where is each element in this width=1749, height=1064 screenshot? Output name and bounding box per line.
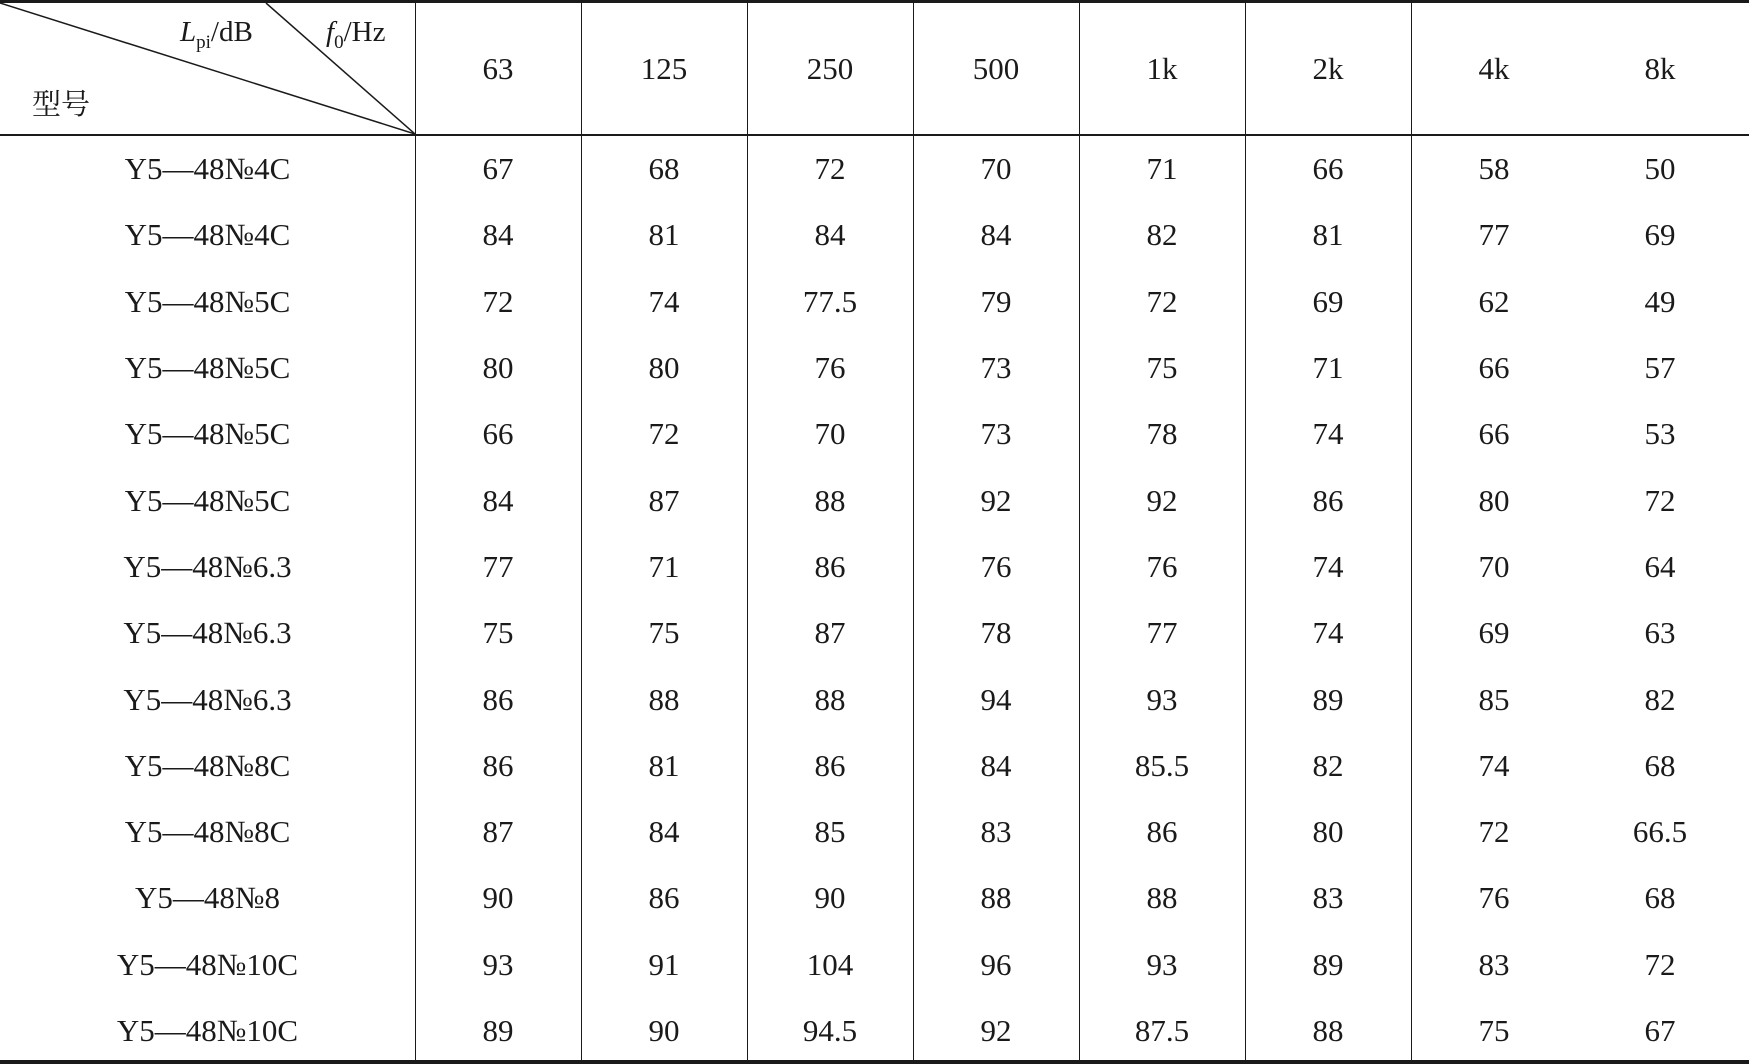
value-cell: 53 <box>1644 416 1676 452</box>
model-cell: Y5—48№6.3 <box>123 615 292 651</box>
value-cell: 72 <box>1146 283 1178 319</box>
value-cell: 76 <box>1478 880 1510 916</box>
value-cell: 76 <box>980 548 1012 584</box>
value-cell: 78 <box>980 615 1012 651</box>
value-cell: 50 <box>1644 151 1676 187</box>
column-header: 63 <box>482 50 514 86</box>
value-cell: 93 <box>1146 946 1178 982</box>
model-cell: Y5—48№5C <box>124 482 291 518</box>
model-cell: Y5—48№6.3 <box>123 681 292 717</box>
value-cell: 62 <box>1478 283 1510 319</box>
value-cell: 81 <box>1312 217 1344 253</box>
value-cell: 69 <box>1478 615 1510 651</box>
value-cell: 88 <box>980 880 1012 916</box>
column-header: 8k <box>1644 50 1676 86</box>
value-cell: 84 <box>980 747 1012 783</box>
column-header: 4k <box>1478 50 1510 86</box>
column-header: 1k <box>1146 50 1178 86</box>
value-cell: 67 <box>482 151 514 187</box>
corner-row-header: 型号 <box>32 89 91 121</box>
model-cell: Y5—48№5C <box>124 350 291 386</box>
value-cell: 75 <box>1478 1013 1510 1049</box>
value-cell: 81 <box>648 217 680 253</box>
model-cell: Y5—48№6.3 <box>123 548 292 584</box>
value-cell: 72 <box>648 416 680 452</box>
level-unit: /dB <box>210 16 253 48</box>
value-cell: 96 <box>980 946 1012 982</box>
value-cell: 84 <box>648 814 680 850</box>
value-cell: 87 <box>648 482 680 518</box>
value-cell: 76 <box>814 350 846 386</box>
value-cell: 88 <box>814 482 846 518</box>
value-cell: 64 <box>1644 548 1676 584</box>
value-cell: 70 <box>1478 548 1510 584</box>
value-cell: 69 <box>1312 283 1344 319</box>
value-cell: 92 <box>1146 482 1178 518</box>
value-cell: 74 <box>1312 548 1344 584</box>
value-cell: 68 <box>1644 880 1676 916</box>
value-cell: 57 <box>1644 350 1676 386</box>
column-header: 500 <box>972 50 1020 86</box>
value-cell: 79 <box>980 283 1012 319</box>
value-cell: 72 <box>482 283 514 319</box>
value-cell: 72 <box>814 151 846 187</box>
value-cell: 73 <box>980 350 1012 386</box>
value-cell: 84 <box>482 217 514 253</box>
value-cell: 90 <box>814 880 846 916</box>
value-cell: 68 <box>1644 747 1676 783</box>
model-cell: Y5—48№5C <box>124 416 291 452</box>
value-cell: 81 <box>648 747 680 783</box>
value-cell: 85 <box>814 814 846 850</box>
value-cell: 92 <box>980 1013 1012 1049</box>
value-cell: 82 <box>1312 747 1344 783</box>
value-cell: 66 <box>482 416 514 452</box>
value-cell: 70 <box>814 416 846 452</box>
value-cell: 75 <box>482 615 514 651</box>
value-cell: 86 <box>1312 482 1344 518</box>
value-cell: 74 <box>1478 747 1510 783</box>
corner-frequency-label <box>326 16 385 54</box>
frequency-subscript: 0 <box>334 31 344 53</box>
value-cell: 73 <box>980 416 1012 452</box>
value-cell: 70 <box>980 151 1012 187</box>
frequency-symbol: f <box>326 16 335 48</box>
value-cell: 71 <box>1146 151 1178 187</box>
value-cell: 83 <box>980 814 1012 850</box>
level-subscript: pi <box>196 31 211 53</box>
value-cell: 86 <box>814 747 846 783</box>
value-cell: 72 <box>1644 482 1676 518</box>
value-cell: 76 <box>1146 548 1178 584</box>
column-header: 2k <box>1312 50 1344 86</box>
value-cell: 77 <box>482 548 514 584</box>
value-cell: 89 <box>1312 681 1344 717</box>
value-cell: 88 <box>1146 880 1178 916</box>
value-cell: 85.5 <box>1134 747 1190 783</box>
value-cell: 49 <box>1644 283 1676 319</box>
value-cell: 94 <box>980 681 1012 717</box>
column-header: 125 <box>640 50 688 86</box>
value-cell: 77 <box>1146 615 1178 651</box>
value-cell: 93 <box>1146 681 1178 717</box>
value-cell: 75 <box>1146 350 1178 386</box>
value-cell: 82 <box>1644 681 1676 717</box>
value-cell: 77 <box>1478 217 1510 253</box>
value-cell: 84 <box>814 217 846 253</box>
value-cell: 66 <box>1478 416 1510 452</box>
model-cell: Y5—48№8C <box>124 814 291 850</box>
value-cell: 80 <box>1478 482 1510 518</box>
value-cell: 86 <box>1146 814 1178 850</box>
value-cell: 84 <box>980 217 1012 253</box>
value-cell: 80 <box>482 350 514 386</box>
value-cell: 89 <box>482 1013 514 1049</box>
model-cell: Y5—48№10C <box>116 946 299 982</box>
value-cell: 83 <box>1312 880 1344 916</box>
frequency-unit: /Hz <box>343 16 386 48</box>
value-cell: 89 <box>1312 946 1344 982</box>
value-cell: 80 <box>1312 814 1344 850</box>
value-cell: 90 <box>482 880 514 916</box>
value-cell: 78 <box>1146 416 1178 452</box>
model-cell: Y5—48№10C <box>116 1013 299 1049</box>
value-cell: 84 <box>482 482 514 518</box>
value-cell: 63 <box>1644 615 1676 651</box>
model-cell: Y5—48№8C <box>124 747 291 783</box>
value-cell: 88 <box>648 681 680 717</box>
value-cell: 87.5 <box>1134 1013 1190 1049</box>
value-cell: 88 <box>814 681 846 717</box>
value-cell: 69 <box>1644 217 1676 253</box>
value-cell: 74 <box>1312 416 1344 452</box>
value-cell: 67 <box>1644 1013 1676 1049</box>
value-cell: 94.5 <box>802 1013 858 1049</box>
value-cell: 93 <box>482 946 514 982</box>
value-cell: 86 <box>482 747 514 783</box>
value-cell: 66.5 <box>1632 814 1688 850</box>
value-cell: 77.5 <box>802 283 858 319</box>
value-cell: 91 <box>648 946 680 982</box>
value-cell: 92 <box>980 482 1012 518</box>
value-cell: 87 <box>482 814 514 850</box>
value-cell: 66 <box>1478 350 1510 386</box>
value-cell: 104 <box>806 946 854 982</box>
value-cell: 86 <box>814 548 846 584</box>
value-cell: 82 <box>1146 217 1178 253</box>
model-cell: Y5—48№4C <box>124 217 291 253</box>
value-cell: 86 <box>648 880 680 916</box>
column-header: 250 <box>806 50 854 86</box>
value-cell: 71 <box>1312 350 1344 386</box>
value-cell: 75 <box>648 615 680 651</box>
value-cell: 85 <box>1478 681 1510 717</box>
value-cell: 90 <box>648 1013 680 1049</box>
value-cell: 71 <box>648 548 680 584</box>
model-cell: Y5—48№5C <box>124 283 291 319</box>
level-symbol: L <box>180 16 197 48</box>
value-cell: 74 <box>1312 615 1344 651</box>
value-cell: 83 <box>1478 946 1510 982</box>
value-cell: 87 <box>814 615 846 651</box>
value-cell: 86 <box>482 681 514 717</box>
value-cell: 58 <box>1478 151 1510 187</box>
value-cell: 72 <box>1644 946 1676 982</box>
value-cell: 68 <box>648 151 680 187</box>
value-cell: 88 <box>1312 1013 1344 1049</box>
value-cell: 66 <box>1312 151 1344 187</box>
model-cell: Y5—48№8 <box>135 880 280 916</box>
value-cell: 74 <box>648 283 680 319</box>
value-cell: 80 <box>648 350 680 386</box>
value-cell: 72 <box>1478 814 1510 850</box>
model-cell: Y5—48№4C <box>124 151 291 187</box>
corner-level-label <box>180 16 253 54</box>
